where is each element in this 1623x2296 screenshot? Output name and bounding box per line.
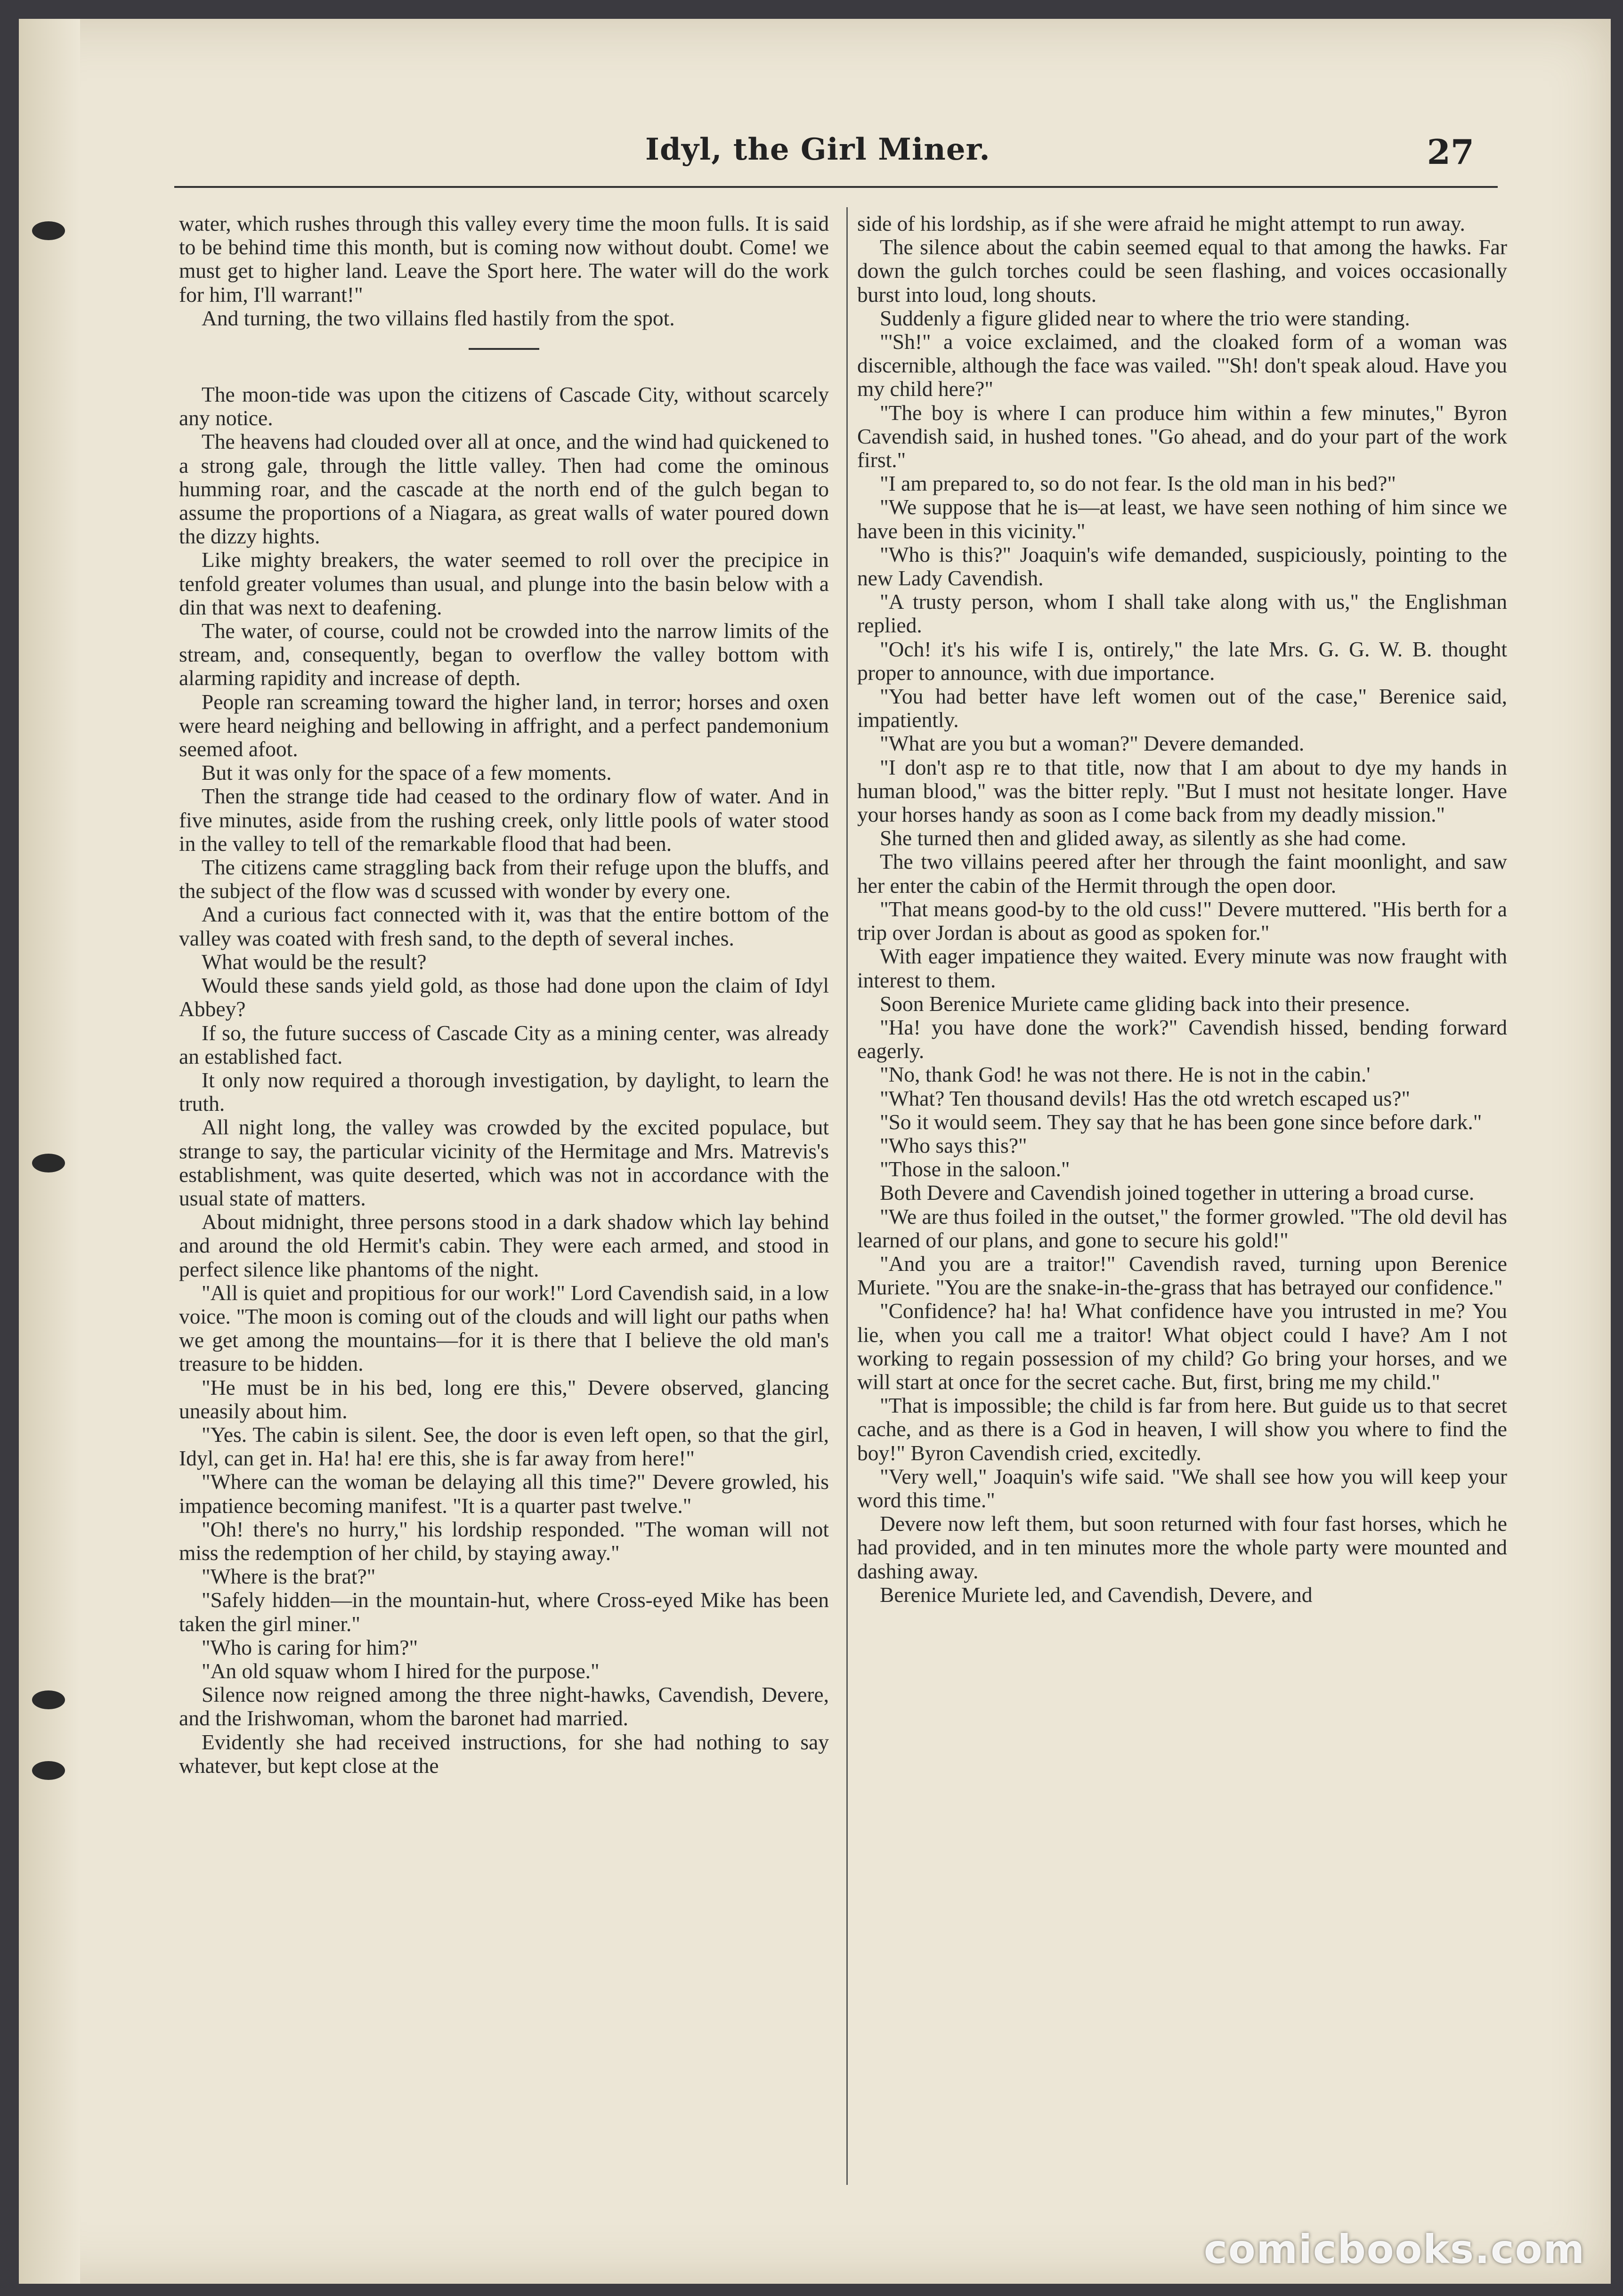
paragraph: Soon Berenice Muriete came gliding back into their presence. — [880, 991, 1410, 1016]
paragraph: "Ha! you have done the work?" Cavendish hissed, bending forward eagerly. — [857, 1015, 1507, 1063]
paragraph: "Oh! there's no hurry," his lordship responded. "The woman will not miss the redemption of her child, by staying away." — [179, 1517, 829, 1565]
paragraph: What would be the result? — [202, 949, 427, 974]
paragraph: Berenice Muriete led, and Cavendish, Devere, and — [880, 1582, 1313, 1607]
running-title: Idyl, the Girl Miner. — [645, 132, 990, 167]
binding-hole — [32, 1690, 65, 1709]
paragraph: She turned then and glided away, as silently as she had come. — [880, 826, 1406, 850]
paragraph: "So it would seem. They say that he has been gone since before dark." — [880, 1109, 1482, 1134]
paragraph: "Those in the saloon." — [880, 1157, 1070, 1181]
paragraph: The silence about the cabin seemed equal to that among the hawks. Far down the gulch torches could be seen flashing, and voices occasionally burst into loud, long shouts. — [857, 235, 1507, 307]
binding-hole — [32, 1761, 65, 1780]
paragraph: The two villains peered after her through the faint moonlight, and saw her enter the cabin of the Hermit through the open door. — [857, 849, 1507, 897]
paragraph: "He must be in his bed, long ere this," Devere observed, glancing uneasily about him. — [179, 1375, 829, 1423]
paragraph: "Confidence? ha! ha! What confidence have you intrusted in me? You lie, when you call me a traitor! What object could I have? Am I not working to regain possession of my child? Go bring your horses, and we will start at once for the secret cache. But, first, bring me my child." — [857, 1299, 1507, 1394]
paragraph: side of his lordship, as if she were afraid he might attempt to run away. — [857, 211, 1465, 235]
paragraph: Evidently she had received instructions, for she had nothing to say whatever, but kept close at the — [179, 1730, 829, 1778]
paragraph: Silence now reigned among the three night-hawks, Cavendish, Devere, and the Irishwoman, whom the baronet had married. — [179, 1682, 829, 1730]
column-divider — [846, 207, 848, 2185]
paragraph: The water, of course, could not be crowded into the narrow limits of the stream, and, consequently, began to overflow the valley bottom with alarming rapidity and increase of depth. — [179, 619, 829, 690]
paragraph: All night long, the valley was crowded by the excited populace, but strange to say, the particular vicinity of the Hermitage and Mrs. Matrevis's establishment, was quite deserted, which was not in accordance with the usual state of matters. — [179, 1115, 829, 1210]
paragraph: "Who is this?" Joaquin's wife demanded, suspiciously, pointing to the new Lady Cavendish. — [857, 542, 1507, 590]
paragraph: Suddenly a figure glided near to where the trio were standing. — [880, 306, 1410, 330]
paragraph: "The boy is where I can produce him within a few minutes," Byron Cavendish said, in hushed tones. "Go ahead, and do your part of the work first." — [857, 400, 1507, 472]
paragraph: "All is quiet and propitious for our work!" Lord Cavendish said, in a low voice. "The moon is coming out of the clouds and will light our paths when we get among the mountains—for it is there that I believe the old man's treasure to be hidden. — [179, 1280, 829, 1376]
paragraph: And a curious fact connected with it, was that the entire bottom of the valley was coated with fresh sand, to the depth of several inches. — [179, 902, 829, 950]
paragraph: The citizens came straggling back from their refuge upon the bluffs, and the subject of the flow was d scussed with wonder by every one. — [179, 855, 829, 903]
header-rule — [174, 186, 1498, 188]
paragraph: "Very well," Joaquin's wife said. "We shall see how you will keep your word this time." — [857, 1464, 1507, 1512]
paragraph: It only now required a thorough investigation, by daylight, to learn the truth. — [179, 1067, 829, 1116]
paragraph: People ran screaming toward the higher land, in terror; horses and oxen were heard neighing and bellowing in affright, and a perfect pandemonium seemed afoot. — [179, 689, 829, 761]
paragraph: But it was only for the space of a few moments. — [202, 760, 612, 785]
binding-hole — [32, 1154, 65, 1172]
paragraph: "An old squaw whom I hired for the purpose." — [202, 1658, 600, 1683]
watermark: comicbooks.com — [1204, 2226, 1585, 2272]
right-column — [857, 212, 1507, 1607]
paragraph: "Safely hidden—in the mountain-hut, where Cross-eyed Mike has been taken the girl miner." — [179, 1588, 829, 1636]
paragraph: The heavens had clouded over all at once, and the wind had quickened to a strong gale, through the little valley. Then had come the ominous humming roar, and the cascade at the north end of the gulch began to assume the proportions of a Niagara, as great walls of water poured down the dizzy hights. — [179, 429, 829, 549]
page-number: 27 — [1427, 132, 1474, 172]
paragraph: "Och! it's his wife I is, ontirely," the late Mrs. G. G. W. B. thought proper to announce, with due importance. — [857, 637, 1507, 685]
binding-hole — [32, 221, 65, 240]
paragraph: Devere now left them, but soon returned with four fast horses, which he had provided, and in ten minutes more the whole party were mounted and dashing away. — [857, 1512, 1507, 1583]
page-spine — [19, 19, 80, 2284]
paragraph: Would these sands yield gold, as those had done upon the claim of Idyl Abbey? — [179, 973, 829, 1021]
paragraph: "Who says this?" — [880, 1133, 1027, 1157]
paragraph: If so, the future success of Cascade City as a mining center, was already an established fact. — [179, 1020, 829, 1068]
paragraph: "I don't asp re to that title, now that I am about to dye my hands in human blood," was the bitter reply. "But I must not hesitate longer. Have your horses handy as soon as I come back from my deadly mission." — [857, 755, 1507, 827]
paragraph: "Where is the brat?" — [202, 1564, 376, 1589]
paragraph: About midnight, three persons stood in a dark shadow which lay behind and around the old Hermit's cabin. They were each armed, and stood in perfect silence like phantoms of the night. — [179, 1210, 829, 1281]
paragraph: Then the strange tide had ceased to the ordinary flow of water. And in five minutes, aside from the rushing creek, only little pools of water stood in the valley to tell of the remarkable flood that had been. — [179, 784, 829, 856]
left-column — [179, 212, 829, 1778]
paragraph: "We are thus foiled in the outset," the former growled. "The old devil has learned of our plans, and gone to secure his gold!" — [857, 1204, 1508, 1252]
magazine-page — [19, 19, 1611, 2284]
paragraph: "That means good-by to the old cuss!" Devere muttered. "His berth for a trip over Jordan is about as good as spoken for." — [857, 897, 1507, 945]
section-break — [469, 348, 539, 350]
paragraph: "We suppose that he is—at least, we have seen nothing of him since we have been in this vicinity." — [857, 495, 1507, 543]
paragraph: And turning, the two villains fled hastily from the spot. — [202, 306, 675, 330]
paragraph: Like mighty breakers, the water seemed to roll over the precipice in tenfold greater volumes than usual, and plunge into the basin below with a din that was next to deafening. — [179, 548, 829, 619]
paragraph: "That is impossible; the child is far from here. But guide us to that secret cache, and as there is a God in heaven, I will show you where to find the boy!" Byron Cavendish cried, excitedly. — [857, 1393, 1507, 1465]
paragraph: "Where can the woman be delaying all this time?" Devere growled, his impatience becoming manifest. "It is a quarter past twelve." — [179, 1470, 829, 1518]
paragraph: "'Sh!" a voice exclaimed, and the cloaked form of a woman was discernible, although the face was vailed. "'Sh! don't speak aloud. Have you my child here?" — [857, 330, 1507, 401]
paragraph: Both Devere and Cavendish joined together in uttering a broad curse. — [880, 1180, 1475, 1205]
paragraph: The moon-tide was upon the citizens of Cascade City, without scarcely any notice. — [179, 382, 829, 430]
paragraph: "What? Ten thousand devils! Has the otd wretch escaped us?" — [880, 1086, 1411, 1110]
paragraph: "Yes. The cabin is silent. See, the door is even left open, so that the girl, Idyl, can get in. Ha! ha! ere this, she is far away from here!" — [179, 1422, 829, 1471]
paragraph: "A trusty person, whom I shall take along with us," the Englishman replied. — [857, 590, 1507, 638]
paragraph: "You had better have left women out of the case," Berenice said, impatiently. — [857, 684, 1507, 732]
paragraph: water, which rushes through this valley every time the moon fulls. It is said to be behind time this month, but is coming now without doubt. Come! we must get to higher land. Leave the Sport here. The water will do the work for him, I'll warrant!" — [179, 211, 829, 307]
paragraph: "I am prepared to, so do not fear. Is the old man in his bed?" — [880, 471, 1396, 496]
paragraph: "Who is caring for him?" — [202, 1635, 418, 1659]
paragraph: "And you are a traitor!" Cavendish raved, turning upon Berenice Muriete. "You are the snake-in-the-grass that has betrayed our confidence." — [857, 1251, 1507, 1300]
paragraph: "No, thank God! he was not there. He is not in the cabin.' — [880, 1062, 1371, 1087]
paragraph: With eager impatience they waited. Every minute was now fraught with interest to them. — [857, 944, 1507, 992]
paragraph: "What are you but a woman?" Devere demanded. — [880, 731, 1305, 756]
